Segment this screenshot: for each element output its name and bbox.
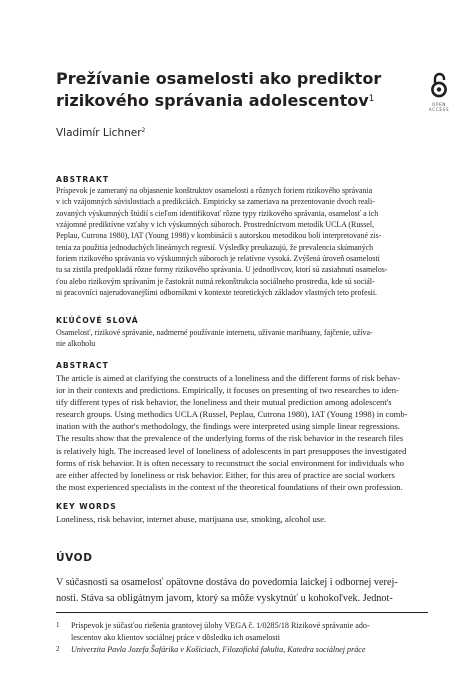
text-line: ťou alebo rizikovým správaním je častokrát nutná rekonštrukcia sociálneho prostredia, kde sú sociál-	[56, 276, 375, 286]
text-line: vzájomné prediktívne vzťahy v ich výskumných súboroch. Prostredníctvom metodík UCLA (Russel,	[56, 220, 375, 230]
abstract-heading: ABSTRACT	[56, 361, 109, 370]
text-line: foriem rizikového správania vo výskumných súboroch je relatívne vysoká. Zvýšená úroveň osamelosti	[56, 254, 380, 264]
footnote-line: Príspevok je súčasťou riešenia grantovej úlohy VEGA č. 1/0285/18 Rizikové správanie ado-	[71, 621, 370, 630]
footnote-2	[56, 644, 428, 656]
open-access-lock-icon	[430, 72, 448, 98]
footnote-line: Univerzita Pavla Jozefa Šafárika v Košiciach, Filozofická fakulta, Katedra sociálnej práce	[71, 645, 366, 654]
footnote-number: 2	[56, 645, 60, 653]
klucove-slova-text	[56, 327, 426, 350]
text-line: Osamelosť, rizikové správanie, nadmerné používanie internetu, užívanie marihuany, fajčenie, užíva-	[56, 328, 373, 337]
open-access-label-1: OPEN	[432, 102, 446, 107]
title-line-1: Prežívanie osamelosti ako prediktor	[56, 69, 382, 88]
text-line: nosti. Stáva sa obligátnym javom, ktorý sa môže vyskytnúť u kohokoľvek. Jednot-	[56, 593, 393, 604]
text-line: the most experienced specialists in the context of the theoretical foundations of their own profession.	[56, 481, 403, 492]
key-words-text	[56, 513, 426, 525]
text-line: V súčasnosti sa osamelosť opätovne dostáva do povedomia laickej i odbornej verej-	[56, 577, 398, 588]
text-line: The results show that the prevalence of the underlying forms of the risk behavior in the research files	[56, 433, 404, 444]
text-line: Príspevok je zameraný na objasnenie konštruktov osamelosti a rôznych foriem rizikového správania	[56, 186, 373, 195]
text-line: forms of risk behavior. It is often necessary to reconstruct the social environment for individuals who	[56, 457, 404, 468]
article-title	[56, 68, 416, 112]
uvod-body-text	[56, 575, 428, 607]
key-words-heading: KEY WORDS	[56, 502, 117, 511]
section-heading-uvod: ÚVOD	[56, 552, 93, 564]
klucove-slova-heading: KĽÚČOVÉ SLOVÁ	[56, 316, 139, 325]
text-line: v ich vzájomných súvislostiach a predikciách. Empiricky sa zameriava na prezentovanie dvoch reali-	[56, 197, 375, 207]
text-line: tu sa zistila predpokladá rôzne formy rizikového správania. U jednotlivcov, ktorí sú zasiahnutí osamelos-	[56, 265, 388, 275]
footnote-line: lescentov ako klientov sociálnej práce v dôsledku ich osamelosti	[71, 632, 281, 642]
footnote-number: 1	[56, 621, 60, 629]
open-access-badge	[421, 72, 457, 112]
text-line: The article is aimed at clarifying the constructs of a loneliness and the different forms of risk behav-	[56, 373, 401, 383]
title-line-2: rizikového správania adolescentov	[56, 91, 369, 110]
open-access-label-2: ACCESS	[428, 107, 450, 112]
title-footnote-marker: 1	[368, 94, 375, 104]
text-line: Loneliness, risk behavior, internet abuse, marijuana use, smoking, alcohol use.	[56, 514, 327, 524]
abstrakt-text	[56, 185, 426, 298]
footnote-divider	[56, 612, 428, 613]
author-name	[56, 127, 145, 139]
abstrakt-heading: ABSTRAKT	[56, 175, 110, 184]
author-footnote-marker: 2	[141, 127, 146, 134]
text-line: zovaných výskumných štúdií s cieľom identifikovať rôzne typy rizikového správania, osamelosť a ich	[56, 208, 379, 218]
text-line: is relatively high. The increased level of loneliness of adolescents in part presupposes the investigated	[56, 445, 407, 456]
abstract-text	[56, 372, 426, 493]
text-line: ination with the author's methodology, the findings were interpreted using simple linear regressions.	[56, 421, 400, 432]
text-line: nie alkoholu	[56, 339, 96, 349]
text-line: ior in their contexts and predictions. Empirically, it focuses on presenting of two researches to iden-	[56, 385, 399, 396]
text-line: research groups. Using methodics UCLA (Russel, Peplau, Cutrona 1980), IAT (Young 1998) in comb-	[56, 409, 408, 420]
text-line: ni pracovníci najerudovanejšími odborníkmi v kontexte teoretických základov vlastných teto profesii.	[56, 288, 378, 298]
text-line: tify different types of risk behavior, the loneliness and their mutual prediction among adolescent's	[56, 397, 392, 408]
text-line: are either affected by loneliness or risk behavior. Either, for this area of practice are social workers	[56, 469, 395, 480]
author-text: Vladimír Lichner	[56, 127, 142, 139]
footnote-1	[56, 620, 428, 643]
text-line: tenia za použitia jednoduchých lineárnych regresií. Výsledky preukazujú, že prevalencia skúmaných	[56, 242, 374, 252]
text-line: Peplau, Cutrona 1980), IAT (Young 1998) v kombinácii s autorskou metodikou boli interpretované zis-	[56, 231, 382, 241]
